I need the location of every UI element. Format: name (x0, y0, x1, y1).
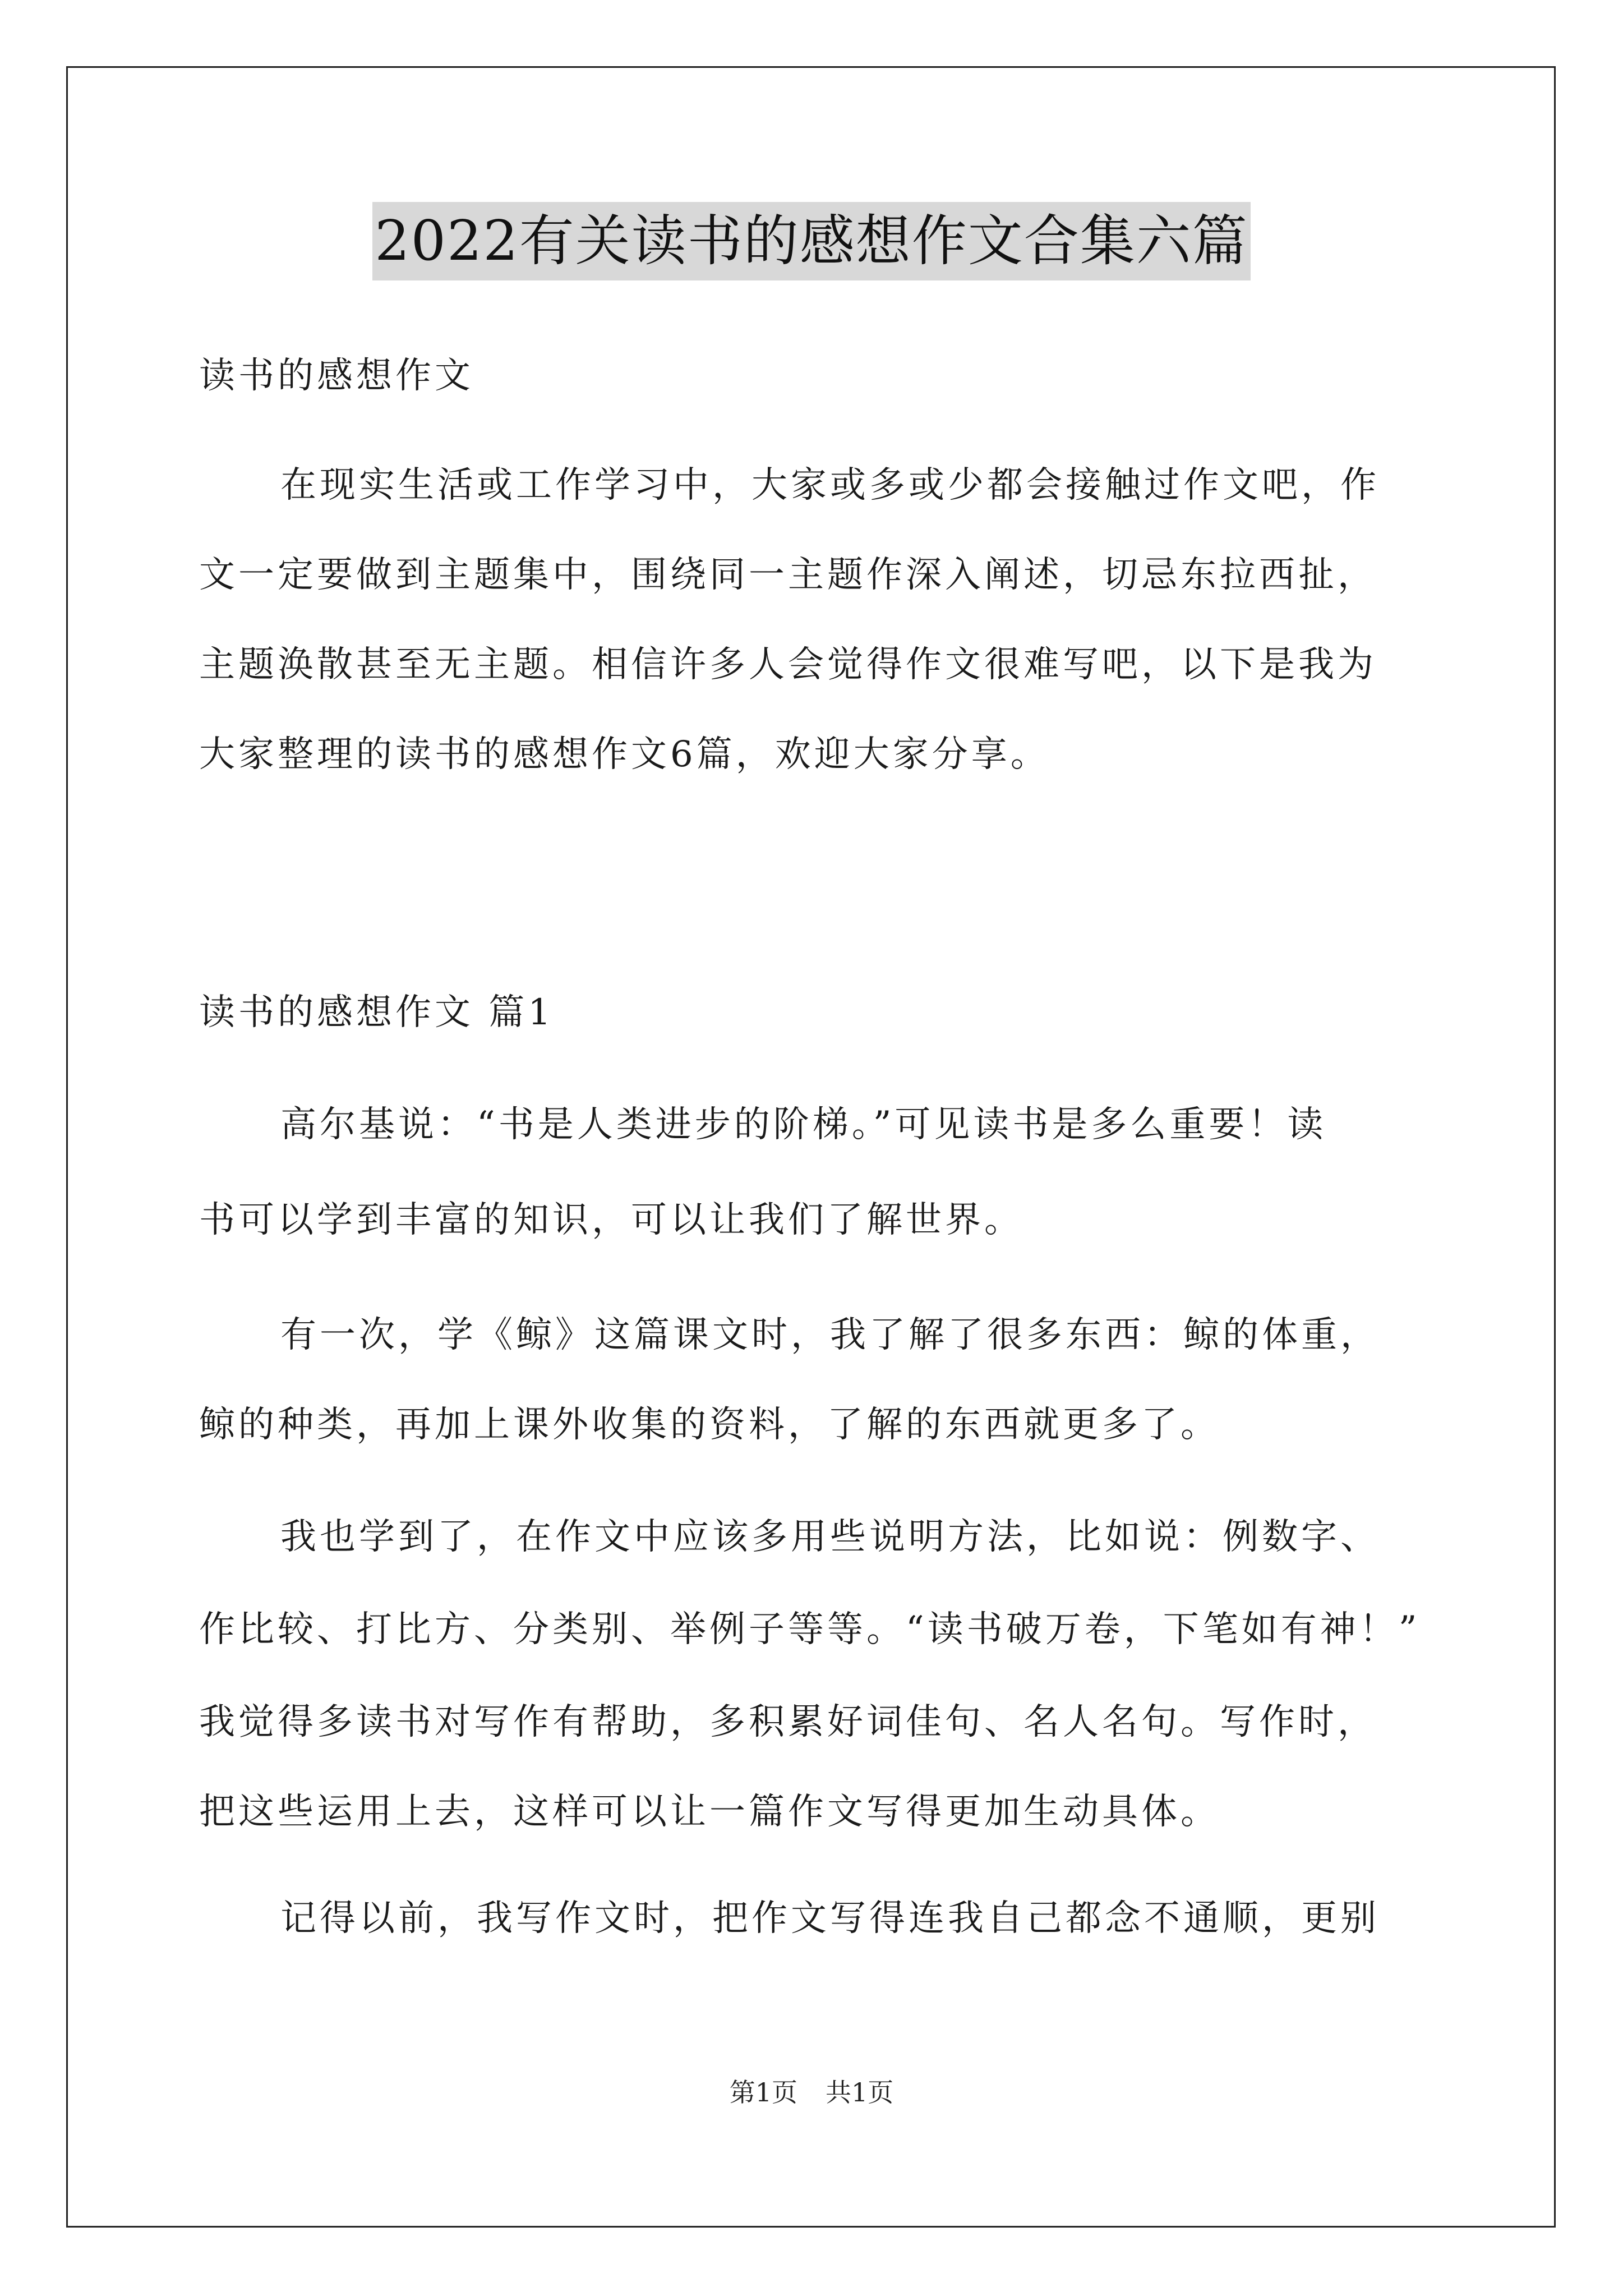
intro-heading: 读书的感想作文 (199, 355, 474, 397)
title-container (0, 202, 1623, 280)
paragraph-line: 记得以前，我写作文时，把作文写得连我自己都念不通顺，更别 (280, 1898, 1380, 1939)
paragraph-line: 鲸的种类，再加上课外收集的资料，了解的东西就更多了。 (199, 1404, 1220, 1446)
paragraph-line: 有一次，学《鲸》这篇课文时，我了解了很多东西：鲸的体重， (280, 1314, 1380, 1356)
intro-line: 主题涣散甚至无主题。相信许多人会觉得作文很难写吧，以下是我为 (199, 644, 1377, 685)
page-total: 共1页 (826, 2077, 894, 2108)
paragraph-line: 高尔基说：“书是人类进步的阶梯。”可见读书是多么重要！读 (280, 1104, 1327, 1145)
paragraph-line: 我也学到了，在作文中应该多用些说明方法，比如说：例数字、 (280, 1516, 1380, 1558)
section-heading: 读书的感想作文 篇1 (199, 992, 555, 1033)
paragraph-line: 我觉得多读书对写作有帮助，多积累好词佳句、名人名句。写作时， (199, 1701, 1377, 1743)
document-title: 2022有关读书的感想作文合集六篇 (372, 202, 1250, 280)
page-footer (0, 2076, 1623, 2109)
intro-line: 大家整理的读书的感想作文6篇，欢迎大家分享。 (199, 734, 1050, 775)
page-number: 第1页 (729, 2077, 797, 2108)
paragraph-line: 书可以学到丰富的知识，可以让我们了解世界。 (199, 1199, 1023, 1241)
intro-line: 文一定要做到主题集中，围绕同一主题作深入阐述，切忌东拉西扯， (199, 554, 1377, 596)
intro-line: 在现实生活或工作学习中，大家或多或少都会接触过作文吧，作 (280, 464, 1380, 506)
paragraph-line: 把这些运用上去，这样可以让一篇作文写得更加生动具体。 (199, 1791, 1220, 1833)
paragraph-line: 作比较、打比方、分类别、举例子等等。“读书破万卷，下笔如有神！” (199, 1609, 1421, 1650)
